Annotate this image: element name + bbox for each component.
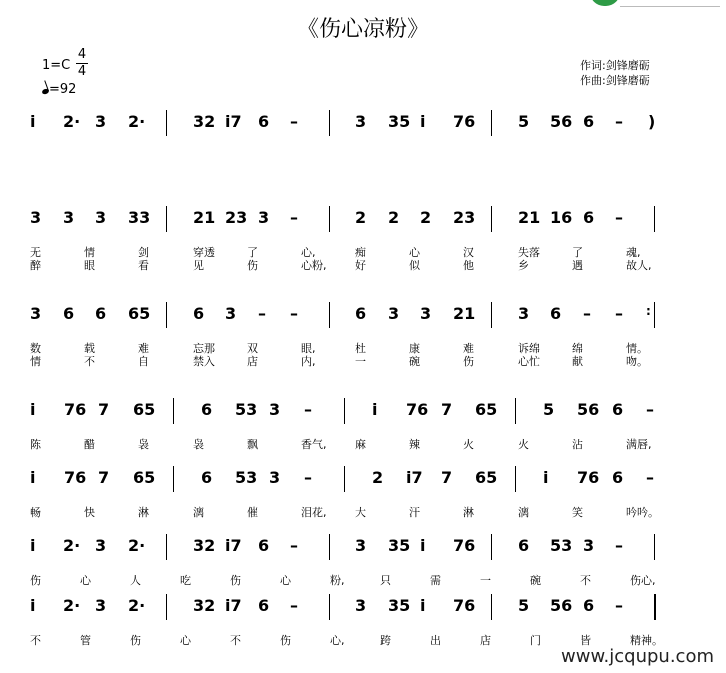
lyric-word: 醉: [30, 259, 41, 272]
note-token: 32: [193, 596, 216, 615]
lyric-word: 只: [380, 574, 391, 587]
lyric-word: 飘: [247, 438, 258, 451]
note-token: 21: [518, 208, 541, 227]
note-token: 3: [420, 304, 432, 323]
note-token: 76: [577, 468, 600, 487]
note-token: 7: [98, 468, 110, 487]
bar-line: [491, 534, 492, 560]
notes-row: [30, 112, 690, 132]
note-token: 2·: [63, 596, 81, 615]
bar-line: [491, 302, 492, 328]
note-token: 3: [30, 208, 42, 227]
lyric-word: 难: [138, 342, 149, 355]
note-token: –: [646, 468, 654, 487]
note-token: –: [615, 596, 623, 615]
note-token: ): [648, 112, 656, 131]
lyric-word: 眼: [84, 259, 95, 272]
notes-row: [30, 208, 690, 228]
note-token: 3: [95, 596, 107, 615]
lyric-word: 心,: [301, 246, 316, 259]
note-token: –: [290, 304, 298, 323]
bar-line: [173, 398, 174, 424]
lyric-word: 醋: [84, 438, 95, 451]
notes-row: [30, 400, 690, 420]
lyric-word: 不: [84, 355, 95, 368]
lyric-word: 淋: [463, 506, 474, 519]
note-token: 2·: [63, 536, 81, 555]
note-token: 6: [583, 112, 595, 131]
lyric-word: 伤: [247, 259, 258, 272]
lyric-word: 碗: [530, 574, 541, 587]
lyric-word: 碗: [409, 355, 420, 368]
lyric-word: 店: [480, 634, 491, 647]
lyric-word: 漓: [193, 506, 204, 519]
lyric-word: 好: [355, 259, 366, 272]
lyric-word: 似: [409, 259, 420, 272]
lyric-word: 皆: [580, 634, 591, 647]
lyric-word: 心: [280, 574, 291, 587]
lyric-word: 了: [247, 246, 258, 259]
lyric-word: 内,: [301, 355, 316, 368]
lyric-word: 伤: [230, 574, 241, 587]
note-token: 5: [518, 112, 530, 131]
lyric-word: 伤: [463, 355, 474, 368]
note-token: 65: [475, 400, 498, 419]
note-token: 6: [201, 400, 213, 419]
note-token: 3: [388, 304, 400, 323]
lyric-word: 门: [530, 634, 541, 647]
lyric-word: 店: [247, 355, 258, 368]
lyric-word: 吟吟。: [626, 506, 659, 519]
bar-line: [329, 594, 330, 620]
note-token: 32: [193, 536, 216, 555]
lyric-word: 香气,: [301, 438, 327, 451]
note-token: 6: [201, 468, 213, 487]
note-token: –: [583, 304, 591, 323]
note-token: 35: [388, 536, 411, 555]
note-token: –: [646, 400, 654, 419]
bar-line: [654, 206, 655, 232]
note-token: 32: [193, 112, 216, 131]
lyric-word: 吻。: [626, 355, 648, 368]
lyric-word: 心: [80, 574, 91, 587]
note-token: 76: [453, 536, 476, 555]
composer-credit: 作曲:剑锋磨砺: [580, 74, 650, 87]
note-token: i7: [225, 596, 242, 615]
bar-line: [173, 466, 174, 492]
note-token: –: [290, 596, 298, 615]
lyric-word: 失落: [518, 246, 540, 259]
lyric-word: 跨: [380, 634, 391, 647]
lyricist-credit: 作词:剑锋磨砺: [580, 59, 650, 72]
note-token: 6: [95, 304, 107, 323]
lyric-word: 满唇,: [626, 438, 652, 451]
lyric-word: 催: [247, 506, 258, 519]
note-token: 6: [355, 304, 367, 323]
lyric-word: 麻: [355, 438, 366, 451]
lyric-word: 穿透: [193, 246, 215, 259]
note-token: 6: [63, 304, 75, 323]
lyric-word: 辣: [409, 438, 420, 451]
note-token: 6: [258, 596, 270, 615]
corner-badge-icon: [590, 0, 620, 6]
note-token: 7: [98, 400, 110, 419]
lyric-word: 汗: [409, 506, 420, 519]
note-token: –: [304, 400, 312, 419]
note-token: 65: [133, 468, 156, 487]
notes-row: [30, 536, 690, 556]
lyric-word: 乡: [518, 259, 529, 272]
note-token: –: [615, 112, 623, 131]
note-token: 56: [577, 400, 600, 419]
lyric-word: 魂,: [626, 246, 641, 259]
note-token: i7: [225, 112, 242, 131]
lyric-word: 忘那: [193, 342, 215, 355]
bar-line: [654, 534, 655, 560]
notes-row: [30, 304, 690, 324]
lyric-word: 火: [518, 438, 529, 451]
note-token: 56: [550, 112, 573, 131]
time-signature-bottom: 4: [77, 64, 87, 79]
lyric-word: 管: [80, 634, 91, 647]
lyric-word: 心忙: [518, 355, 540, 368]
lyric-word: 需: [430, 574, 441, 587]
note-token: i7: [406, 468, 423, 487]
lyric-word: 诉绵: [518, 342, 540, 355]
note-token: 3: [95, 536, 107, 555]
note-token: –: [615, 208, 623, 227]
bar-line: [491, 594, 492, 620]
lyric-word: 情: [84, 246, 95, 259]
note-token: 3: [583, 536, 595, 555]
bar-line: [344, 466, 345, 492]
note-token: –: [304, 468, 312, 487]
note-token: 35: [388, 112, 411, 131]
note-token: 3: [258, 208, 270, 227]
lyric-word: 无: [30, 246, 41, 259]
time-signature: [76, 48, 88, 79]
lyric-word: 看: [138, 259, 149, 272]
lyric-word: 不: [580, 574, 591, 587]
note-token: 7: [441, 400, 453, 419]
lyric-word: 心,: [330, 634, 345, 647]
bar-line: [329, 110, 330, 136]
note-token: i: [30, 400, 36, 419]
note-token: i: [543, 468, 549, 487]
lyric-word: 不: [230, 634, 241, 647]
note-token: 2: [388, 208, 400, 227]
note-token: 6: [193, 304, 205, 323]
lyric-word: 畅: [30, 506, 41, 519]
note-token: 76: [406, 400, 429, 419]
lyric-word: 一: [480, 574, 491, 587]
lyric-word: 难: [463, 342, 474, 355]
bar-line: [329, 534, 330, 560]
lyric-word: 出: [430, 634, 441, 647]
bar-line: [654, 302, 655, 328]
note-token: 6: [258, 536, 270, 555]
note-token: –: [615, 536, 623, 555]
lyric-word: 载: [84, 342, 95, 355]
lyric-word: 粉,: [330, 574, 345, 587]
lyric-word: 禁入: [193, 355, 215, 368]
note-token: 56: [550, 596, 573, 615]
note-token: 2: [420, 208, 432, 227]
lyric-word: 快: [84, 506, 95, 519]
lyric-word: 汉: [463, 246, 474, 259]
note-token: i: [30, 112, 36, 131]
lyric-word: 了: [572, 246, 583, 259]
note-token: 6: [550, 304, 562, 323]
note-token: –: [258, 304, 266, 323]
bar-line: [491, 206, 492, 232]
note-token: 3: [95, 208, 107, 227]
note-token: 33: [128, 208, 151, 227]
lyric-word: 心: [180, 634, 191, 647]
lyric-word: 遇: [572, 259, 583, 272]
note-token: 3: [518, 304, 530, 323]
credits: [580, 58, 650, 88]
lyric-word: 伤: [130, 634, 141, 647]
lyric-word: 陈: [30, 438, 41, 451]
note-token: 7: [441, 468, 453, 487]
lyric-word: 绵: [572, 342, 583, 355]
note-token: 53: [235, 468, 258, 487]
bar-line: [329, 206, 330, 232]
notes-row: [30, 596, 690, 616]
lyric-word: 情。: [626, 342, 648, 355]
note-token: 76: [64, 400, 87, 419]
lyric-word: 漓: [518, 506, 529, 519]
lyric-word: 袅: [138, 438, 149, 451]
lyric-word: 他: [463, 259, 474, 272]
lyric-word: 大: [355, 506, 366, 519]
lyric-word: 精神。: [630, 634, 663, 647]
lyric-word: 痴: [355, 246, 366, 259]
note-token: 65: [475, 468, 498, 487]
bar-line: [515, 398, 516, 424]
bar-line: [166, 302, 167, 328]
lyric-word: 伤心,: [630, 574, 656, 587]
note-token: 16: [550, 208, 573, 227]
time-signature-top: 4: [77, 47, 87, 62]
lyric-word: 故人,: [626, 259, 652, 272]
note-token: 5: [543, 400, 555, 419]
note-token: 23: [225, 208, 248, 227]
lyric-word: 吃: [180, 574, 191, 587]
note-token: 6: [583, 208, 595, 227]
note-token: 76: [453, 112, 476, 131]
note-token: 53: [550, 536, 573, 555]
note-token: 2·: [128, 596, 146, 615]
bar-line: [515, 466, 516, 492]
lyric-word: 心: [409, 246, 420, 259]
lyric-word: 剑: [138, 246, 149, 259]
lyric-word: 伤: [280, 634, 291, 647]
song-title: 《伤心凉粉》: [296, 17, 429, 42]
note-token: i: [420, 112, 426, 131]
note-token: i: [420, 596, 426, 615]
note-token: 3: [225, 304, 237, 323]
note-token: 2·: [63, 112, 81, 131]
lyric-word: 情: [30, 355, 41, 368]
bar-line: [166, 206, 167, 232]
lyric-word: 心粉,: [301, 259, 327, 272]
note-token: i: [30, 468, 36, 487]
lyric-word: 泪花,: [301, 506, 327, 519]
note-token: 35: [388, 596, 411, 615]
lyric-word: 康: [409, 342, 420, 355]
lyric-word: 沾: [572, 438, 583, 451]
key-signature: 1=C: [42, 58, 71, 73]
corner-tab-edge: [620, 0, 720, 7]
tempo-value: =92: [49, 82, 77, 97]
lyric-word: 袅: [193, 438, 204, 451]
repeat-sign: :: [646, 304, 651, 318]
note-token: 2·: [128, 112, 146, 131]
note-token: 65: [133, 400, 156, 419]
bar-line: [491, 110, 492, 136]
note-token: 3: [355, 536, 367, 555]
note-token: 6: [518, 536, 530, 555]
note-token: 2: [355, 208, 367, 227]
note-token: i: [420, 536, 426, 555]
note-token: i: [30, 536, 36, 555]
note-token: 6: [612, 400, 624, 419]
note-token: i7: [225, 536, 242, 555]
bar-line: [166, 534, 167, 560]
lyric-word: 献: [572, 355, 583, 368]
lyric-word: 杜: [355, 342, 366, 355]
note-token: 76: [453, 596, 476, 615]
lyric-word: 笑: [572, 506, 583, 519]
bar-line: [329, 302, 330, 328]
lyric-word: 伤: [30, 574, 41, 587]
note-token: 65: [128, 304, 151, 323]
notes-row: [30, 468, 690, 488]
lyric-word: 火: [463, 438, 474, 451]
note-token: i: [30, 596, 36, 615]
note-token: 3: [95, 112, 107, 131]
note-token: 3: [63, 208, 75, 227]
lyric-word: 自: [138, 355, 149, 368]
bar-line: [166, 594, 167, 620]
note-token: 6: [583, 596, 595, 615]
note-token: 3: [269, 400, 281, 419]
bar-line: [344, 398, 345, 424]
note-token: 3: [355, 596, 367, 615]
note-token: 3: [355, 112, 367, 131]
bar-line: [654, 594, 656, 620]
note-token: 23: [453, 208, 476, 227]
lyric-word: 双: [247, 342, 258, 355]
note-token: –: [290, 536, 298, 555]
lyric-word: 眼,: [301, 342, 316, 355]
note-token: 2: [372, 468, 384, 487]
note-token: 5: [518, 596, 530, 615]
note-token: 21: [453, 304, 476, 323]
lyric-word: 人: [130, 574, 141, 587]
note-token: 53: [235, 400, 258, 419]
lyric-word: 见: [193, 259, 204, 272]
note-token: 2·: [128, 536, 146, 555]
lyric-word: 数: [30, 342, 41, 355]
note-token: i: [372, 400, 378, 419]
note-token: –: [290, 112, 298, 131]
note-token: 21: [193, 208, 216, 227]
note-token: 6: [258, 112, 270, 131]
note-token: 76: [64, 468, 87, 487]
note-token: –: [615, 304, 623, 323]
note-token: 6: [612, 468, 624, 487]
note-token: 3: [30, 304, 42, 323]
lyric-word: 淋: [138, 506, 149, 519]
lyric-word: 一: [355, 355, 366, 368]
tempo-marking: [42, 82, 76, 97]
site-watermark: www.jcqupu.com: [561, 646, 714, 667]
note-token: 3: [269, 468, 281, 487]
lyric-word: 不: [30, 634, 41, 647]
bar-line: [166, 110, 167, 136]
note-token: –: [290, 208, 298, 227]
